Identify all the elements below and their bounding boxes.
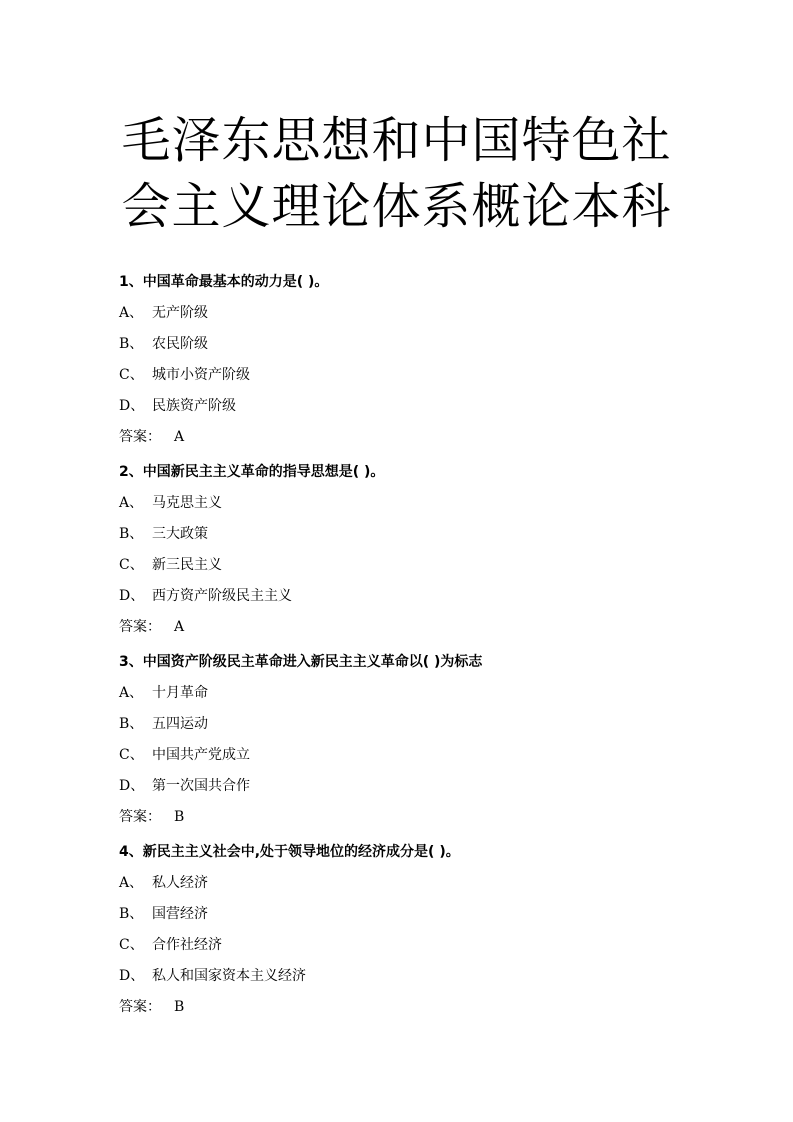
answer-value: B [174, 809, 185, 825]
answer-label: 答案： [119, 429, 161, 445]
answer-line [119, 803, 739, 834]
option-text: 城市小资产阶级 [152, 367, 250, 383]
option-letter: B、 [119, 716, 144, 732]
option-d [119, 772, 739, 803]
document-title [0, 108, 793, 240]
option-letter: C、 [119, 747, 144, 763]
answer-label: 答案： [119, 619, 161, 635]
answer-value: A [174, 619, 185, 635]
option-a [119, 489, 739, 520]
answer-label: 答案： [119, 999, 161, 1015]
question-4 [119, 838, 739, 1024]
question-text: 1、中国革命最基本的动力是( )。 [119, 274, 329, 290]
question-3 [119, 648, 739, 834]
option-c [119, 361, 739, 392]
option-letter: A、 [119, 305, 144, 321]
option-text: 中国共产党成立 [152, 747, 250, 763]
option-text: 第一次国共合作 [152, 778, 250, 794]
answer-line [119, 993, 739, 1024]
answer-value: B [174, 999, 185, 1015]
option-a [119, 299, 739, 330]
option-b [119, 330, 739, 361]
option-text: 五四运动 [152, 716, 208, 732]
option-letter: D、 [119, 588, 145, 604]
option-text: 十月革命 [152, 685, 208, 701]
option-c [119, 741, 739, 772]
option-letter: D、 [119, 398, 145, 414]
option-text: 新三民主义 [152, 557, 222, 573]
option-a [119, 679, 739, 710]
option-b [119, 520, 739, 551]
option-d [119, 962, 739, 993]
option-text: 无产阶级 [152, 305, 208, 321]
question-1 [119, 268, 739, 454]
option-letter: A、 [119, 875, 144, 891]
title-line-1: 毛泽东思想和中国特色社 [121, 112, 672, 169]
option-letter: D、 [119, 968, 145, 984]
answer-line [119, 613, 739, 644]
question-text: 2、中国新民主主义革命的指导思想是( )。 [119, 464, 385, 480]
option-text: 国营经济 [152, 906, 208, 922]
option-text: 三大政策 [152, 526, 208, 542]
option-c [119, 931, 739, 962]
option-letter: B、 [119, 906, 144, 922]
title-line-2: 会主义理论体系概论本科 [121, 178, 672, 235]
answer-value: A [174, 429, 185, 445]
question-text: 3、中国资产阶级民主革命进入新民主主义革命以( )为标志 [119, 654, 483, 670]
question-2 [119, 458, 739, 644]
option-a [119, 869, 739, 900]
option-letter: C、 [119, 937, 144, 953]
option-letter: C、 [119, 557, 144, 573]
option-text: 西方资产阶级民主主义 [152, 588, 292, 604]
question-text: 4、新民主主义社会中,处于领导地位的经济成分是( )。 [119, 844, 460, 860]
option-letter: C、 [119, 367, 144, 383]
option-b [119, 710, 739, 741]
option-letter: B、 [119, 526, 144, 542]
option-d [119, 392, 739, 423]
option-letter: A、 [119, 495, 144, 511]
option-text: 合作社经济 [152, 937, 222, 953]
option-d [119, 582, 739, 613]
question-list [119, 268, 739, 1028]
option-text: 私人和国家资本主义经济 [152, 968, 306, 984]
answer-label: 答案： [119, 809, 161, 825]
option-c [119, 551, 739, 582]
option-text: 民族资产阶级 [152, 398, 236, 414]
answer-line [119, 423, 739, 454]
option-text: 马克思主义 [152, 495, 222, 511]
option-letter: B、 [119, 336, 144, 352]
option-text: 农民阶级 [152, 336, 208, 352]
option-text: 私人经济 [152, 875, 208, 891]
option-letter: A、 [119, 685, 144, 701]
option-b [119, 900, 739, 931]
option-letter: D、 [119, 778, 145, 794]
